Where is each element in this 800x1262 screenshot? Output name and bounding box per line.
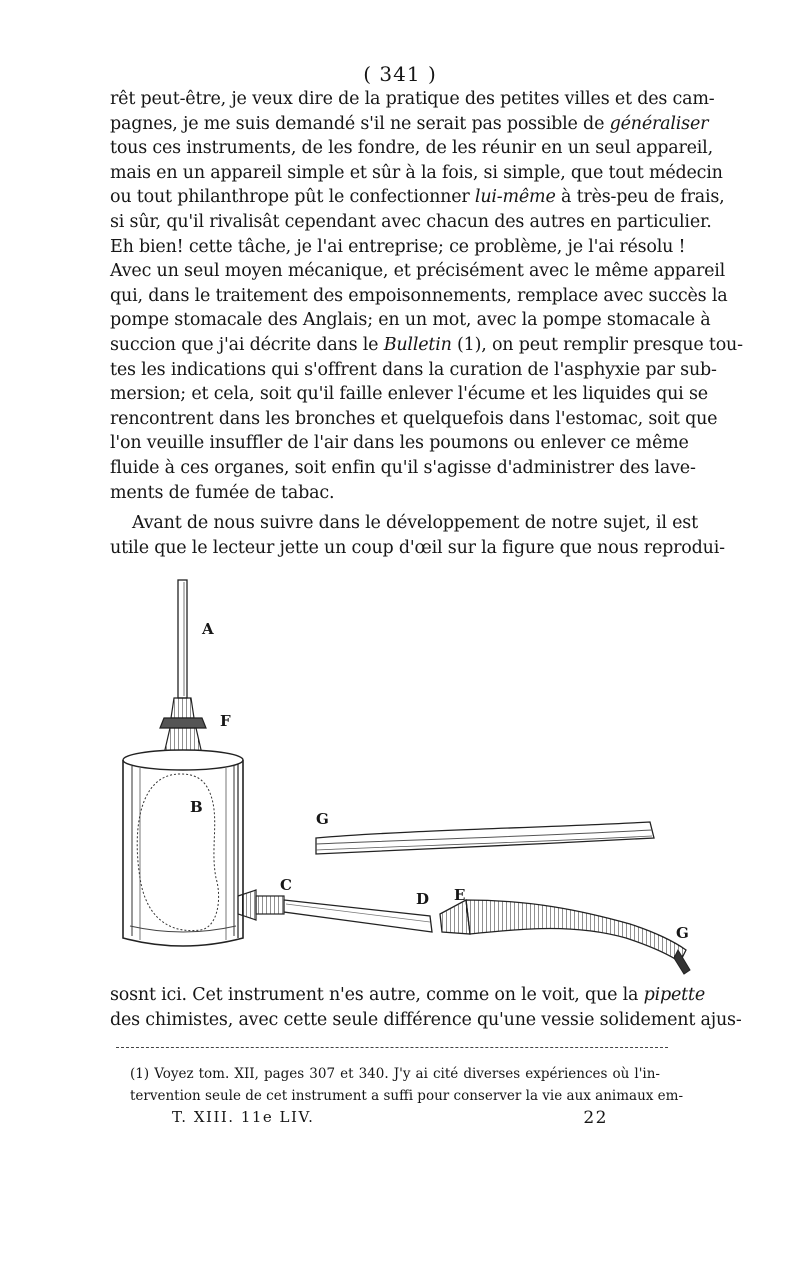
mouthpiece-e [440,900,470,934]
hose-g-right [466,900,690,974]
footnote-rule [116,1047,668,1048]
pipette-figure [110,578,710,978]
label-b: B [190,798,203,816]
text-line: tes les indications qui s'offrent dans la curation de l'asphyxie par sub- [110,359,717,380]
paragraph-2 [110,511,725,560]
volume-mark: T. XIII. 11e LIV. [172,1108,315,1126]
footnote-line: tervention seule de cet instrument a suffi pour conserver la vie aux animaux em- [130,1088,684,1104]
text-line: pagnes, je me suis demandé s'il ne serait pas possible de généraliser [110,113,709,134]
tube-g-top [316,822,654,854]
text-line: rencontrent dans les bronches et quelquefois dans l'estomac, soit que [110,408,718,429]
text-line: Avec un seul moyen mécanique, et précisément avec le même appareil [110,261,726,282]
page-number: ( 341 ) [363,62,437,86]
text-line: Eh bien! cette tâche, je l'ai entreprise; ce problème, je l'ai résolu ! [110,236,686,257]
text-line: l'on veuille insuffler de l'air dans les poumons ou enlever ce même [110,433,689,454]
text-line: tous ces instruments, de les fondre, de les réunir en un seul appareil, [110,138,713,159]
emphasis: généraliser [609,113,709,134]
label-c: C [280,876,292,894]
connector-c [238,890,284,920]
text-line: fluide à ces organes, soit enfin qu'il s'agisse d'administrer des lave- [110,457,696,478]
label-e: E [454,886,466,904]
label-a: A [202,620,214,638]
paragraph-1 [110,87,743,505]
text-line: qui, dans le traitement des empoisonnements, remplace avec succès la [110,285,728,306]
label-f: F [220,712,231,730]
text-line: si sûr, qu'il rivalisât cependant avec chacun des autres en particulier. [110,211,712,232]
text-line: ments de fumée de tabac. [110,482,335,503]
cork-f [160,698,206,754]
label-g-top: G [316,810,329,828]
text-line: mais en un appareil simple et sûr à la fois, si simple, que tout médecin [110,162,723,183]
text-line: succion que j'ai décrite dans le Bulletin (1), on peut remplir presque tou- [110,334,743,355]
text-line: mersion; et cela, soit qu'il faille enlever l'écume et les liquides qui se [110,384,708,405]
text-line: rêt peut-être, je veux dire de la pratique des petites villes et des cam- [110,89,715,109]
paragraph-3 [110,983,742,1032]
text-line: pompe stomacale des Anglais; en un mot, avec la pompe stomacale à [110,310,711,331]
bottle-body [123,750,243,946]
tube-cd [284,900,432,932]
pipette-engraving [110,578,710,978]
text-line: utile que le lecteur jette un coup d'œil sur la figure que nous reprodui- [110,537,725,558]
footnote [130,1063,684,1107]
text-line: ou tout philanthrope pût le confectionner lui-même à très-peu de frais, [110,187,725,208]
label-d: D [416,890,430,908]
text-line: des chimistes, avec cette seule différence qu'une vessie solidement ajus- [110,1009,742,1030]
glass-tube-a [178,580,187,698]
text-line: sosnt ici. Cet instrument n'es autre, comme on le voit, que la pipette [110,985,706,1005]
emphasis: Bulletin [383,334,452,355]
emphasis: lui-même [474,187,556,208]
bladder-b [137,774,218,931]
footnote-line: (1) Voyez tom. XII, pages 307 et 340. J'y ai cité diverses expériences où l'in- [130,1066,660,1082]
label-g-right: G [676,924,689,942]
text-line: Avant de nous suivre dans le développement de notre sujet, il est [132,513,698,533]
emphasis: pipette [643,985,706,1005]
sheet-number: 22 [583,1108,608,1128]
